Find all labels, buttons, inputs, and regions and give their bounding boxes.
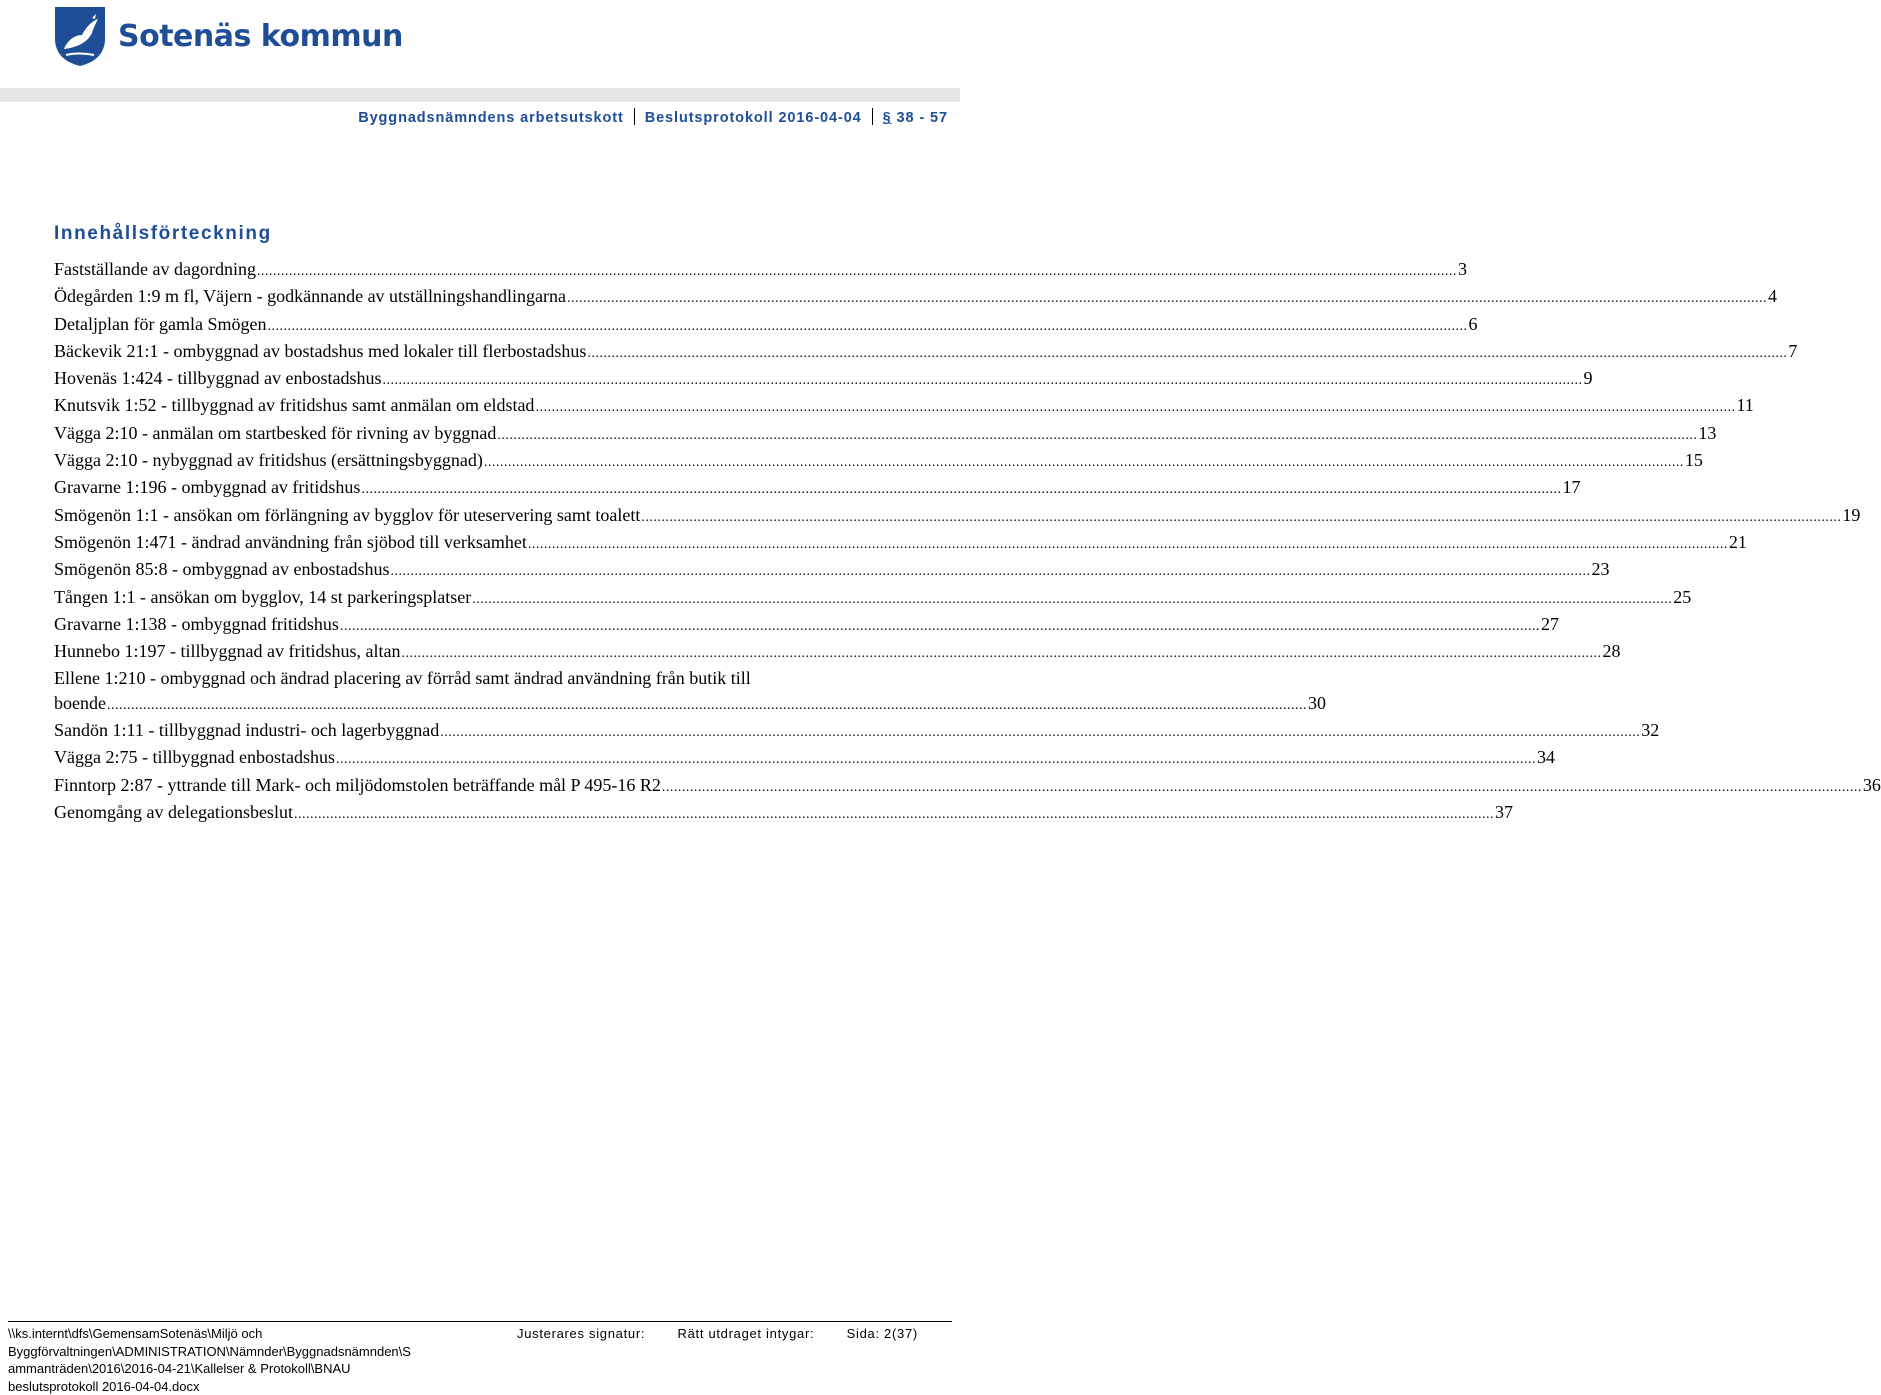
toc-entry-title-line: Ellene 1:210 - ombyggnad och ändrad placering av förråd samt ändrad användning från butik till [54, 666, 900, 690]
toc-page-number: 32 [1641, 718, 1659, 742]
signature-label: Justerares signatur: [517, 1326, 645, 1341]
header-logo [52, 4, 403, 68]
toc-entry[interactable] [54, 745, 900, 772]
page-number: Sida: 2(37) [847, 1326, 918, 1341]
paragraph-mark: § [883, 110, 892, 126]
toc-entry[interactable] [54, 448, 900, 475]
toc-entry-title: boende [54, 691, 106, 715]
toc-entry[interactable] [54, 339, 900, 366]
document-type: Beslutsprotokoll [645, 110, 774, 126]
toc-title: Innehållsförteckning [54, 223, 272, 245]
file-path-line: \\ks.internt\dfs\GemensamSotenäs\Miljö och [8, 1325, 508, 1343]
document-header [358, 108, 948, 126]
toc-page-number: 30 [1308, 691, 1326, 715]
toc-page-number: 27 [1541, 612, 1559, 636]
toc-entry[interactable] [54, 557, 900, 584]
toc-dot-leader: ............................................................................................................................................................................................................................................................................................................ [267, 315, 1467, 339]
toc-page-number: 28 [1602, 639, 1620, 663]
toc-entry[interactable] [54, 393, 900, 420]
toc-dot-leader: ............................................................................................................................................................................................................................................................................................................ [107, 694, 1307, 718]
paragraph-range: 38 - 57 [897, 110, 948, 126]
header-divider [872, 108, 873, 125]
toc-dot-leader: ............................................................................................................................................................................................................................................................................................................ [257, 260, 1457, 284]
toc-entry[interactable] [54, 612, 900, 639]
toc-entry-title: Bäckevik 21:1 - ombyggnad av bostadshus med lokaler till flerbostadshus [54, 339, 586, 363]
certified-label: Rätt utdraget intygar: [677, 1326, 814, 1341]
toc-entry-title: Ödegården 1:9 m fl, Väjern - godkännande av utställningshandlingarna [54, 284, 566, 308]
toc-page-number: 4 [1768, 284, 1777, 308]
toc-dot-leader: ............................................................................................................................................................................................................................................................................................................ [567, 287, 1767, 311]
file-path-line: ammanträden\2016\2016-04-21\Kallelser & Protokoll\BNAU [8, 1360, 508, 1378]
toc-entry[interactable] [54, 585, 900, 612]
toc-entry[interactable] [54, 366, 900, 393]
toc-entry-title: Knutsvik 1:52 - tillbyggnad av fritidshus samt anmälan om eldstad [54, 393, 534, 417]
toc-entry-title: Hunnebo 1:197 - tillbyggnad av fritidshus, altan [54, 639, 400, 663]
toc-page-number: 37 [1495, 800, 1513, 824]
toc-dot-leader: ............................................................................................................................................................................................................................................................................................................ [484, 451, 1684, 475]
toc-dot-leader: ............................................................................................................................................................................................................................................................................................................ [528, 533, 1728, 557]
header-divider [634, 108, 635, 125]
toc-dot-leader: ............................................................................................................................................................................................................................................................................................................ [641, 506, 1841, 530]
toc-page-number: 15 [1685, 448, 1703, 472]
toc-entry-title: Gravarne 1:138 - ombyggnad fritidshus [54, 612, 339, 636]
toc-entry[interactable] [54, 773, 900, 800]
toc-page-number: 9 [1583, 366, 1592, 390]
toc-dot-leader: ............................................................................................................................................................................................................................................................................................................ [336, 748, 1536, 772]
toc-page-number: 36 [1863, 773, 1881, 797]
toc-entry-title: Fastställande av dagordning [54, 257, 256, 281]
toc-page-number: 34 [1537, 745, 1555, 769]
toc-dot-leader: ............................................................................................................................................................................................................................................................................................................ [587, 342, 1787, 366]
toc-page-number: 6 [1468, 312, 1477, 336]
toc-dot-leader: ............................................................................................................................................................................................................................................................................................................ [382, 369, 1582, 393]
toc-entry-title: Smögenön 1:471 - ändrad användning från sjöbod till verksamhet [54, 530, 527, 554]
toc-dot-leader: ............................................................................................................................................................................................................................................................................................................ [535, 396, 1735, 420]
toc-dot-leader: ............................................................................................................................................................................................................................................................................................................ [497, 424, 1697, 448]
footer-divider [8, 1321, 952, 1322]
toc-page-number: 17 [1562, 475, 1580, 499]
toc-entry-title: Hovenäs 1:424 - tillbyggnad av enbostadshus [54, 366, 381, 390]
header-band [0, 88, 960, 102]
toc-entry-title: Tången 1:1 - ansökan om bygglov, 14 st parkeringsplatser [54, 585, 471, 609]
toc-entry[interactable] [54, 718, 900, 745]
brand-name: Sotenäs kommun [118, 19, 403, 54]
document-date: 2016-04-04 [778, 110, 861, 126]
toc-entry[interactable] [54, 503, 900, 530]
seabird-shield-icon [52, 5, 108, 67]
toc-entry[interactable] [54, 312, 900, 339]
toc-dot-leader: ............................................................................................................................................................................................................................................................................................................ [401, 642, 1601, 666]
toc-dot-leader: ............................................................................................................................................................................................................................................................................................................ [340, 615, 1540, 639]
file-path-line: beslutsprotokoll 2016-04-04.docx [8, 1378, 508, 1395]
toc-entry[interactable] [54, 257, 900, 284]
toc-page-number: 19 [1842, 503, 1860, 527]
toc-dot-leader: ............................................................................................................................................................................................................................................................................................................ [440, 721, 1640, 745]
toc-entry-title: Genomgång av delegationsbeslut [54, 800, 293, 824]
toc-entry-title: Smögenön 1:1 - ansökan om förlängning av bygglov för uteservering samt toalett [54, 503, 640, 527]
toc-entry[interactable] [54, 639, 900, 666]
signature-row [517, 1325, 918, 1343]
toc-entry-title: Sandön 1:11 - tillbyggnad industri- och lagerbyggnad [54, 718, 439, 742]
document-name: Byggnadsnämndens arbetsutskott [358, 110, 624, 126]
toc-dot-leader: ............................................................................................................................................................................................................................................................................................................ [390, 560, 1590, 584]
toc-entry[interactable] [54, 421, 900, 448]
toc-entry-title: Gravarne 1:196 - ombyggnad av fritidshus [54, 475, 360, 499]
toc-page-number: 11 [1736, 393, 1753, 417]
toc-entry[interactable] [54, 800, 900, 827]
toc-entry-title: Vägga 2:10 - nybyggnad av fritidshus (ersättningsbyggnad) [54, 448, 483, 472]
file-path-line: Byggförvaltningen\ADMINISTRATION\Nämnder\Byggnadsnämnden\S [8, 1343, 508, 1361]
toc-entry-title: Vägga 2:10 - anmälan om startbesked för rivning av byggnad [54, 421, 496, 445]
toc-entry-title: Smögenön 85:8 - ombyggnad av enbostadshus [54, 557, 389, 581]
toc-dot-leader: ............................................................................................................................................................................................................................................................................................................ [361, 478, 1561, 502]
toc-page-number: 7 [1788, 339, 1797, 363]
toc-entry-title: Vägga 2:75 - tillbyggnad enbostadshus [54, 745, 335, 769]
toc-entry-title: Finntorp 2:87 - yttrande till Mark- och miljödomstolen beträffande mål P 495-16 R2 [54, 773, 661, 797]
toc-entry[interactable] [54, 530, 900, 557]
toc-page-number: 23 [1591, 557, 1609, 581]
toc-dot-leader: ............................................................................................................................................................................................................................................................................................................ [662, 776, 1862, 800]
toc-page-number: 21 [1729, 530, 1747, 554]
toc-dot-leader: ............................................................................................................................................................................................................................................................................................................ [472, 588, 1672, 612]
toc-page-number: 13 [1698, 421, 1716, 445]
toc-page-number: 3 [1458, 257, 1467, 281]
toc-entry[interactable] [54, 284, 900, 311]
toc-page-number: 25 [1673, 585, 1691, 609]
table-of-contents [54, 257, 900, 827]
file-path [8, 1325, 508, 1395]
toc-entry-title: Detaljplan för gamla Smögen [54, 312, 266, 336]
toc-entry[interactable] [54, 475, 900, 502]
toc-entry[interactable] [54, 666, 900, 718]
toc-dot-leader: ............................................................................................................................................................................................................................................................................................................ [294, 803, 1494, 827]
